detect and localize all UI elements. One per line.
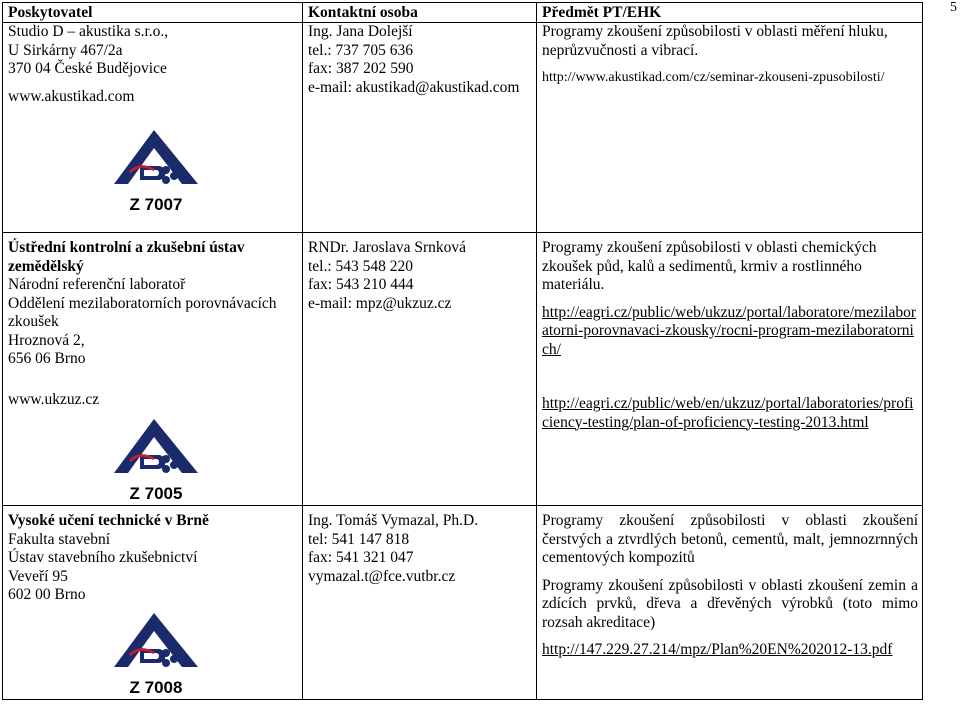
- providers-table: [2, 2, 923, 700]
- provider-line: 656 06 Brno: [8, 350, 86, 367]
- contact-line: e-mail: akustikad@akustikad.com: [308, 78, 520, 96]
- contact-line: Ing. Tomáš Vymazal, Ph.D.: [308, 512, 479, 529]
- subject-cell: [537, 23, 923, 233]
- provider-line: Oddělení mezilaboratorních porovnávacích zkoušek: [8, 294, 277, 330]
- subject-cell: [537, 233, 923, 506]
- provider-name: Ústřední kontrolní a zkušební ústav zemědělský: [8, 239, 245, 275]
- provider-line: Ústav stavebního zkušebnictví: [8, 549, 198, 566]
- contact-line: tel.: 737 705 636: [308, 41, 414, 59]
- contact-cell: [303, 506, 537, 700]
- provider-line: 370 04 České Budějovice: [8, 60, 167, 77]
- provider-name: Vysoké učení technické v Brně: [8, 512, 209, 529]
- provider-cell: [3, 506, 303, 700]
- subject-link[interactable]: http://147.229.27.214/mpz/Plan%20EN%202012-13.pdf: [542, 641, 893, 658]
- contact-line: vymazal.t@fce.vutbr.cz: [308, 567, 456, 585]
- header-contact: Kontaktní osoba: [303, 3, 537, 23]
- provider-cell: [3, 23, 303, 233]
- provider-line: Fakulta stavební: [8, 530, 111, 548]
- contact-cell: [303, 233, 537, 506]
- contact-line: fax: 541 321 047: [308, 549, 414, 566]
- contact-line: fax: 387 202 590: [308, 60, 414, 77]
- contact-line: RNDr. Jaroslava Srnková: [308, 239, 466, 256]
- page-number: 5: [950, 0, 957, 15]
- provider-line: Hroznová 2,: [8, 331, 85, 349]
- subject-text: Programy zkoušení způsobilosti v oblasti chemických zkoušek půd, kalů a sedimentů, krmiv a rostlinného materiálu.: [542, 239, 877, 293]
- subject-link[interactable]: http://eagri.cz/public/web/ukzuz/portal/laboratore/mezilaboratorni-porovnavaci-zkousky/rocni-program-mezilaboratornich/: [542, 303, 917, 358]
- logo-code: Z 7007: [129, 195, 183, 214]
- provider-line: Národní referenční laboratoř: [8, 276, 186, 293]
- header-provider: Poskytovatel: [3, 3, 303, 23]
- table-row: [3, 233, 923, 506]
- accreditation-logo: [106, 415, 206, 505]
- subject-text: Programy zkoušení způsobilosti v oblasti zkoušení čerstvých a ztvrdlých betonů, cementů, malt, jemnozrnných cementových kompozitů: [542, 512, 918, 566]
- accreditation-logo: [106, 609, 206, 699]
- subject-text: Programy zkoušení způsobilosti v oblasti měření hluku, neprůzvučnosti a vibrací.: [542, 23, 888, 59]
- contact-line: tel: 541 147 818: [308, 530, 410, 548]
- provider-line: U Sirkárny 467/2a: [8, 41, 123, 59]
- contact-cell: [303, 23, 537, 233]
- table-row: [3, 506, 923, 700]
- contact-line: fax: 543 210 444: [308, 276, 414, 293]
- contact-line: e-mail: mpz@ukzuz.cz: [308, 294, 452, 312]
- contact-line: tel.: 543 548 220: [308, 257, 414, 275]
- subject-link-2[interactable]: http://eagri.cz/public/web/en/ukzuz/portal/laboratories/proficiency-testing/plan-of-proficiency-testing-2013.html: [542, 395, 914, 431]
- provider-web: www.ukzuz.cz: [8, 390, 100, 408]
- table-header-row: [3, 3, 923, 23]
- contact-line: Ing. Jana Dolejší: [308, 23, 413, 40]
- provider-line: 602 00 Brno: [8, 586, 86, 603]
- table-row: [3, 23, 923, 233]
- subject-text-2: Programy zkoušení způsobilosti v oblasti zkoušení zemin a zdících prvků, dřeva a dřevěných výrobků (toto mimo rozsah akreditace): [542, 576, 918, 631]
- subject-link[interactable]: http://www.akustikad.com/cz/seminar-zkouseni-zpusobilosti/: [542, 70, 885, 85]
- subject-cell: [537, 506, 923, 700]
- provider-web: www.akustikad.com: [8, 87, 135, 105]
- logo-code: Z 7005: [129, 484, 183, 503]
- provider-line: Studio D – akustika s.r.o.,: [8, 23, 169, 40]
- logo-code: Z 7008: [129, 677, 183, 697]
- provider-cell: [3, 233, 303, 506]
- header-subject: Předmět PT/EHK: [537, 3, 923, 23]
- provider-line: Veveří 95: [8, 567, 68, 585]
- accreditation-logo: [106, 126, 206, 216]
